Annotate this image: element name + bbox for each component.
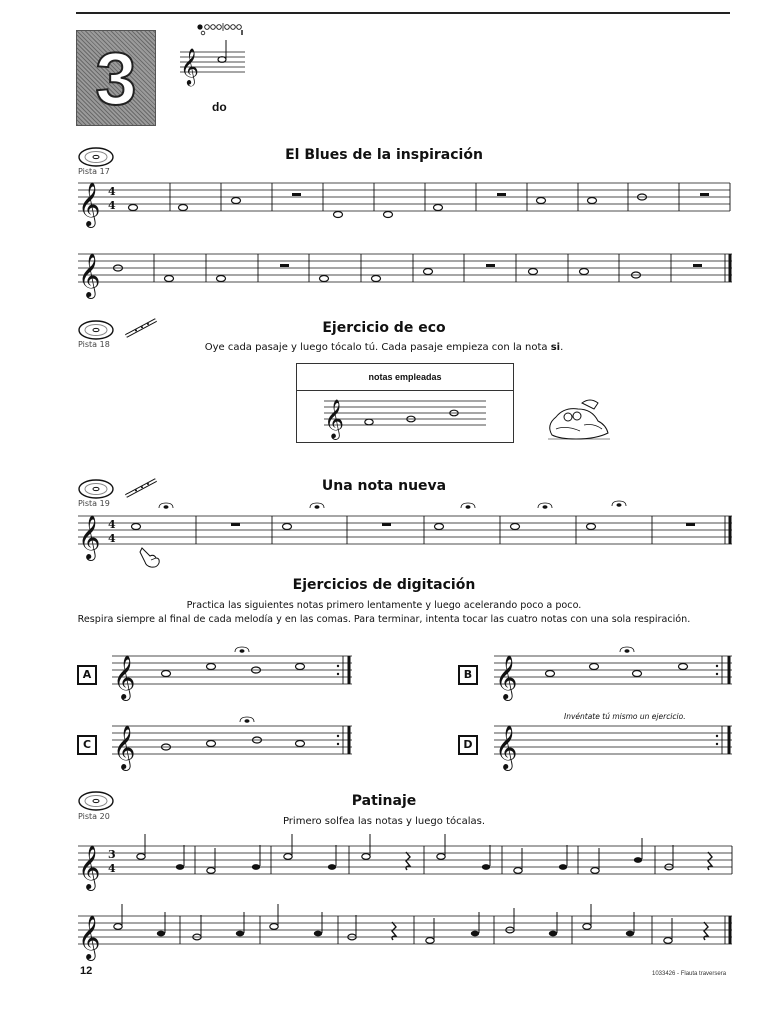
treble-clef: 𝄞 xyxy=(495,655,518,699)
notes-exercise-c xyxy=(162,717,350,754)
time-signature: 4 xyxy=(108,532,116,545)
digitacion-line1: Practica las siguientes notas primero lentamente y luego acelerando poco a poco. xyxy=(186,600,582,611)
treble-clef: 𝄞 xyxy=(78,253,101,297)
footer-code: 1033426 - Flauta traversera xyxy=(652,971,727,977)
time-signature: 3 xyxy=(108,848,116,861)
track-blues: Pista 17 xyxy=(78,167,110,176)
time-signature: 4 xyxy=(108,862,116,875)
fingering-chart xyxy=(197,23,242,35)
staff-blues-1 xyxy=(78,183,730,211)
new-note-name: do xyxy=(212,100,227,114)
treble-clef: 𝄞 xyxy=(113,655,136,699)
track-nueva: Pista 19 xyxy=(78,499,110,508)
staff-exercise-b xyxy=(494,656,732,684)
hand-icon xyxy=(140,548,159,567)
lesson-number: 3 xyxy=(95,36,137,120)
treble-clef: 𝄞 xyxy=(78,182,101,226)
hint-d: Invéntate tú mismo un ejercicio. xyxy=(564,712,686,721)
title-nueva: Una nota nueva xyxy=(321,478,447,494)
title-patinaje: Patinaje xyxy=(351,793,417,809)
staff-nueva xyxy=(78,516,732,544)
title-eco: Ejercicio de eco xyxy=(322,320,446,336)
notes-used xyxy=(365,410,458,425)
staff-notes-used xyxy=(324,401,486,425)
page-number: 12 xyxy=(80,965,93,977)
eco-description: Oye cada pasaje y luego tócalo tú. Cada pasaje empieza con la nota si. xyxy=(204,342,564,353)
note-c xyxy=(218,57,226,63)
staff-exercise-c xyxy=(112,726,352,754)
exercise-label-d: D xyxy=(458,735,478,755)
exercise-label-b: B xyxy=(458,665,478,685)
digitacion-line2: Respira siempre al final de cada melodía y en las comas. Para terminar, intenta tocar las cuatro notas con una sola respiración. xyxy=(77,614,691,625)
track-patinaje: Pista 20 xyxy=(78,812,110,821)
treble-clef: 𝄞 xyxy=(324,399,345,439)
cd-icon xyxy=(79,480,113,498)
flute-icon xyxy=(126,320,156,336)
notes-exercise-b xyxy=(546,647,730,684)
exercise-label-c: C xyxy=(77,735,97,755)
staff-exercise-a xyxy=(112,656,352,684)
notes-exercise-a xyxy=(162,647,350,684)
treble-clef: 𝄞 xyxy=(78,915,101,959)
time-signature: 4 xyxy=(108,199,116,212)
title-digitacion: Ejercicios de digitación xyxy=(292,577,476,593)
notes-patinaje-2 xyxy=(114,904,708,943)
treble-clef: 𝄞 xyxy=(495,725,518,769)
notes-used-header: notas empleadas xyxy=(297,364,513,391)
cd-icon xyxy=(79,321,113,339)
treble-clef: 𝄞 xyxy=(78,515,101,559)
track-eco: Pista 18 xyxy=(78,340,110,349)
treble-clef: 𝄞 xyxy=(78,845,101,889)
cd-icon xyxy=(79,792,113,810)
treble-clef: 𝄞 xyxy=(113,725,136,769)
patinaje-description: Primero solfea las notas y luego tócalas. xyxy=(282,816,486,827)
time-signature: 4 xyxy=(108,518,116,531)
notes-blues-2 xyxy=(114,264,703,282)
clef-new-note: 𝄞 xyxy=(180,47,199,85)
exercise-label-a: A xyxy=(77,665,97,685)
notes-nueva xyxy=(132,501,696,530)
cartoon-character xyxy=(548,400,610,439)
time-signature: 4 xyxy=(108,185,116,198)
cd-icon xyxy=(79,148,113,166)
flute-icon xyxy=(126,480,156,496)
staff-exercise-d xyxy=(494,726,732,754)
title-blues: El Blues de la inspiración xyxy=(285,147,483,163)
